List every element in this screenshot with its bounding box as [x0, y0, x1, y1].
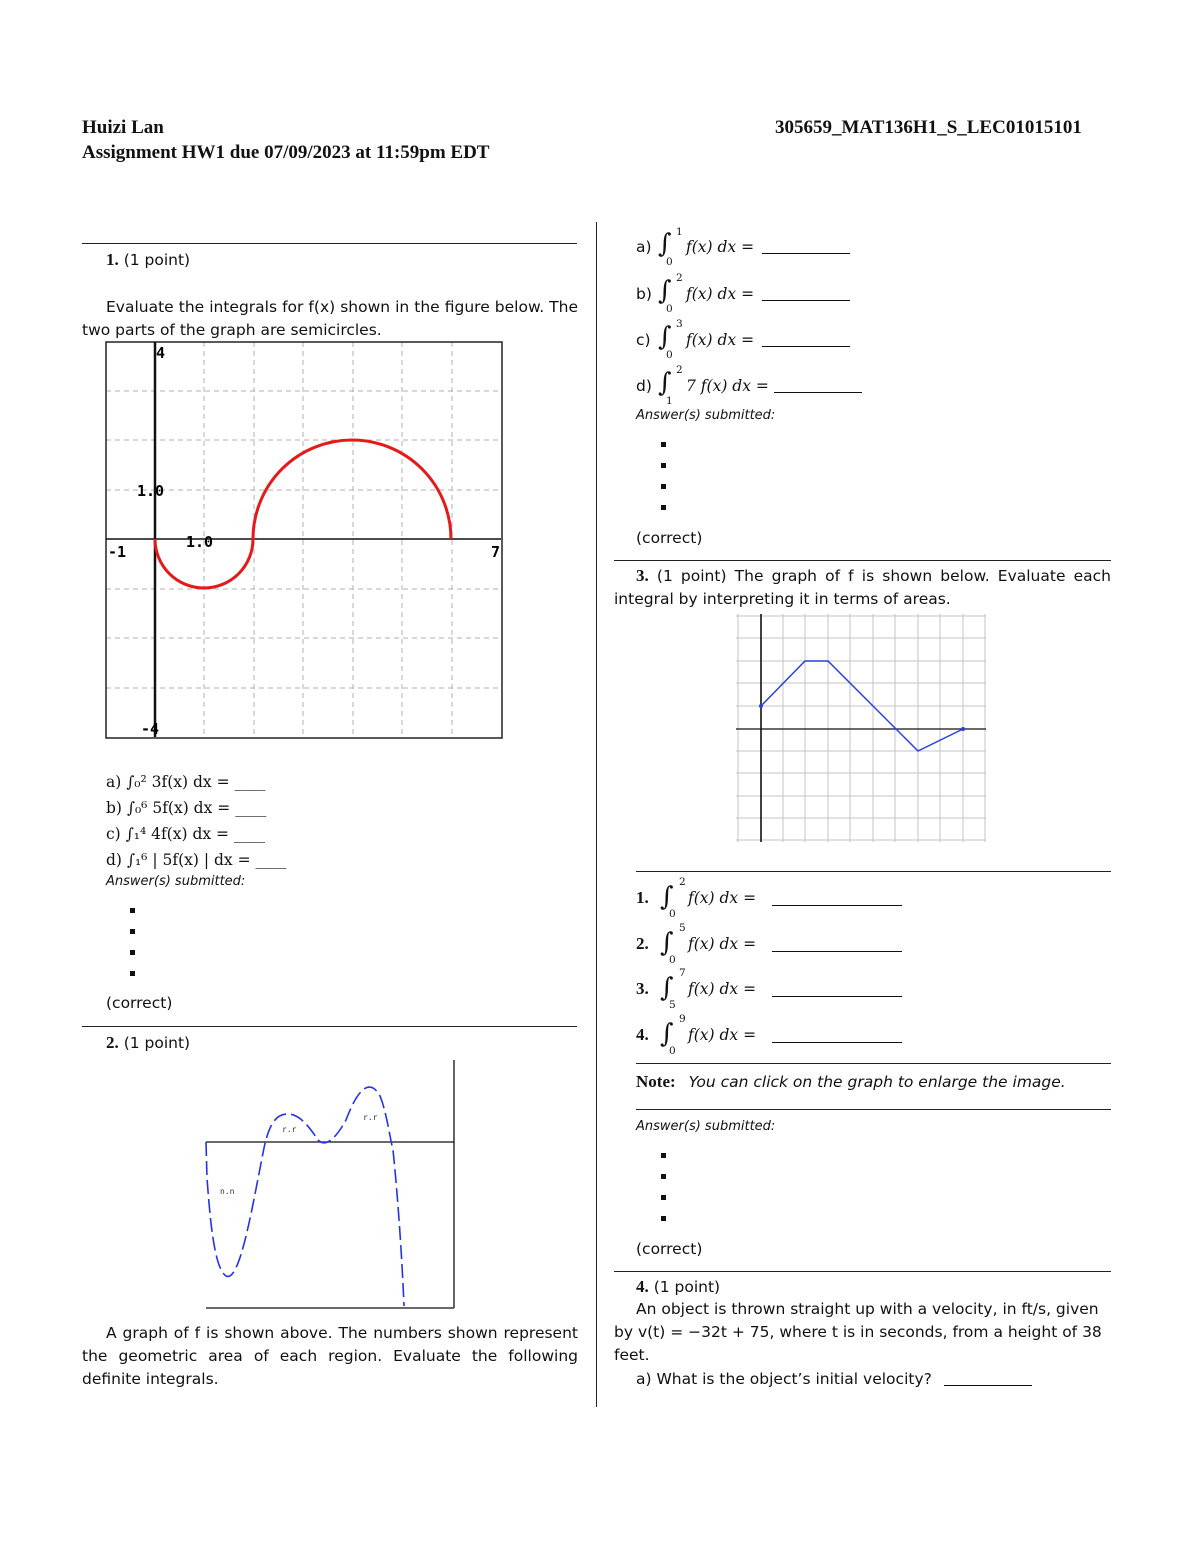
problem-3-q3-lower: 5 [669, 999, 676, 1011]
problem-2-q-d-letter: d) [636, 377, 652, 395]
problem-2-q-b-lower: 0 [666, 303, 673, 315]
integral-sign-icon: ∫ [658, 368, 672, 398]
integral-sign-icon: ∫ [658, 229, 672, 259]
problem-2-answer-bullet [661, 505, 666, 510]
problem-3-graph[interactable] [736, 614, 986, 842]
problem-3-q4-lower: 0 [669, 1045, 676, 1057]
problem-3-q3-answer-blank[interactable] [772, 982, 902, 997]
problem-2-points: (1 point) [123, 1034, 191, 1052]
problem-1-label-xmax: 7 [491, 543, 501, 561]
problem-2-header [106, 1031, 190, 1055]
problem-2-q-b-upper: 2 [676, 272, 683, 284]
problem-4-line-3: feet. [614, 1346, 650, 1364]
problem-3-grid [736, 614, 986, 842]
problem-4-q-a-answer-blank[interactable] [944, 1371, 1032, 1386]
problem-2-q-a-integrand: f(x) dx = [686, 238, 755, 256]
integral-sign-icon: ∫ [658, 322, 672, 352]
problem-2-answer-bullet [661, 484, 666, 489]
problem-2-q-a-upper: 1 [676, 226, 683, 238]
problem-1-questions [106, 769, 287, 873]
problem-2-q-b-letter: b) [636, 285, 652, 303]
problem-3-q1-answer-blank[interactable] [772, 891, 902, 906]
problem-1-label-ytick: 1.0 [137, 482, 165, 500]
problem-1-rule [82, 243, 577, 244]
problem-2-description: A graph of f is shown above. The numbers shown represent the geometric area of each region. Evaluate the following definite integrals. [82, 1324, 578, 1388]
problem-3-intro: The graph of f is shown below. Evaluate each integral by interpreting it in terms of areas. [614, 567, 1111, 608]
problem-3-q4-integrand: f(x) dx = [688, 1026, 757, 1044]
problem-2-q-c-answer-blank[interactable] [762, 332, 850, 347]
problem-3-answer-bullet [661, 1216, 666, 1221]
problem-3-q2-answer-blank[interactable] [772, 937, 902, 952]
problem-4-line-1: An object is thrown straight up with a velocity, in ft/s, given [636, 1300, 1099, 1318]
problem-4-number: 4. [636, 1277, 649, 1296]
problem-2-number: 2. [106, 1033, 119, 1052]
problem-1-number: 1. [106, 250, 119, 269]
problem-2-q-a-lower: 0 [666, 256, 673, 268]
problem-1-intro: Evaluate the integrals for f(x) shown in the figure below. The two parts of the graph are semicircles. [82, 298, 578, 339]
problem-3-questions [636, 874, 936, 1064]
problem-3-q4-upper: 9 [679, 1013, 686, 1025]
assignment-title: Assignment HW1 due 07/09/2023 at 11:59pm EDT [82, 142, 490, 163]
problem-4-points: (1 point) [653, 1278, 721, 1296]
problem-1-header [106, 248, 190, 272]
problem-2-q-d-upper: 2 [676, 364, 683, 376]
problem-2-q-c-upper: 3 [676, 318, 683, 330]
problem-3-q2-number: 2. [636, 934, 649, 953]
problem-1-answers-label: Answer(s) submitted: [106, 874, 246, 889]
problem-3-q1-upper: 2 [679, 876, 686, 888]
problem-2-questions [636, 226, 896, 426]
problem-3-q2-lower: 0 [669, 954, 676, 966]
problem-3-status: (correct) [636, 1240, 703, 1258]
problem-3-intro-block [614, 564, 1111, 611]
problem-3-questions-rule [636, 871, 1111, 872]
problem-2-graph[interactable] [200, 1058, 460, 1313]
problem-2-answers-label: Answer(s) submitted: [636, 408, 776, 423]
problem-1-answer-bullet [130, 971, 135, 976]
problem-3-answers-label: Answer(s) submitted: [636, 1119, 776, 1134]
problem-3-q3-integrand: f(x) dx = [688, 980, 757, 998]
problem-4-line-2: by v(t) = −32t + 75, where t is in seconds, from a height of 38 [614, 1323, 1102, 1341]
problem-2-q-d-integrand: 7 f(x) dx = [686, 377, 769, 395]
problem-3-endpoint-right [961, 727, 965, 731]
problem-1-status: (correct) [106, 994, 173, 1012]
integral-sign-icon: ∫ [660, 928, 674, 958]
problem-1-points: (1 point) [123, 251, 191, 269]
problem-1-answer-bullet [130, 950, 135, 955]
problem-3-q3-upper: 7 [679, 967, 686, 979]
problem-2-q-b-answer-blank[interactable] [762, 286, 850, 301]
problem-4-rule [614, 1271, 1111, 1272]
problem-3-q1-lower: 0 [669, 908, 676, 920]
problem-3-note-label: Note: [636, 1072, 676, 1091]
problem-3-note [636, 1070, 1066, 1094]
problem-1-question-a: a) ∫₀² 3f(x) dx = ____ [106, 773, 266, 791]
problem-3-q3-number: 3. [636, 979, 649, 998]
problem-3-endpoint-left [759, 704, 763, 708]
integral-sign-icon: ∫ [658, 276, 672, 306]
course-code: 305659_MAT136H1_S_LEC01015101 [775, 117, 1082, 138]
problem-1-question-b: b) ∫₀⁶ 5f(x) dx = ____ [106, 799, 267, 817]
problem-2-q-a-letter: a) [636, 238, 652, 256]
integral-sign-icon: ∫ [660, 882, 674, 912]
problem-1-graph[interactable] [105, 341, 503, 739]
problem-3-note-rule [636, 1063, 1111, 1064]
problem-2-q-d-lower: 1 [666, 395, 673, 407]
problem-3-number: 3. [636, 566, 649, 585]
problem-3-points: (1 point) [656, 567, 727, 585]
problem-3-note-bottom-rule [636, 1109, 1111, 1110]
problem-2-q-a-answer-blank[interactable] [762, 239, 850, 254]
problem-1-label-ymax: 4 [156, 344, 166, 362]
problem-3-q4-answer-blank[interactable] [772, 1028, 902, 1043]
student-name: Huizi Lan [82, 117, 164, 138]
problem-1-frame [106, 342, 502, 738]
problem-2-label-left: n.n [220, 1187, 235, 1196]
integral-sign-icon: ∫ [660, 973, 674, 1003]
problem-1-answer-bullet [130, 908, 135, 913]
problem-3-answer-bullet [661, 1174, 666, 1179]
problem-3-q2-integrand: f(x) dx = [688, 935, 757, 953]
problem-3-q1-integrand: f(x) dx = [688, 889, 757, 907]
problem-2-label-mid: r.r [282, 1125, 297, 1134]
problem-2-label-right: r.r [363, 1113, 378, 1122]
problem-2-status: (correct) [636, 529, 703, 547]
problem-1-question-c: c) ∫₁⁴ 4f(x) dx = ____ [106, 825, 265, 843]
problem-2-q-b-integrand: f(x) dx = [686, 285, 755, 303]
integral-sign-icon: ∫ [660, 1019, 674, 1049]
problem-3-answer-bullet [661, 1195, 666, 1200]
problem-2-rule [82, 1026, 577, 1027]
problem-1-label-xtick: 1.0 [186, 533, 214, 551]
problem-4-question-a: a) What is the object’s initial velocity? [636, 1370, 932, 1388]
problem-3-q1-number: 1. [636, 888, 649, 907]
problem-2-answer-bullet [661, 463, 666, 468]
problem-2-q-c-letter: c) [636, 331, 651, 349]
problem-3-q2-upper: 5 [679, 922, 686, 934]
problem-2-q-d-answer-blank[interactable] [774, 378, 862, 393]
problem-2-answer-bullet [661, 442, 666, 447]
problem-2-q-c-integrand: f(x) dx = [686, 331, 755, 349]
problem-4-header [636, 1275, 720, 1299]
problem-1-label-ymin: -4 [141, 720, 160, 738]
problem-3-note-text: You can click on the graph to enlarge the image. [688, 1073, 1066, 1091]
problem-3-answer-bullet [661, 1153, 666, 1158]
problem-1-answer-bullet [130, 929, 135, 934]
problem-3-rule [614, 560, 1111, 561]
problem-1-question-d: d) ∫₁⁶ | 5f(x) | dx = ____ [106, 851, 287, 869]
problem-1-label-xmin: -1 [108, 543, 127, 561]
column-divider [596, 222, 597, 1407]
problem-3-q4-number: 4. [636, 1025, 649, 1044]
problem-2-q-c-lower: 0 [666, 349, 673, 361]
